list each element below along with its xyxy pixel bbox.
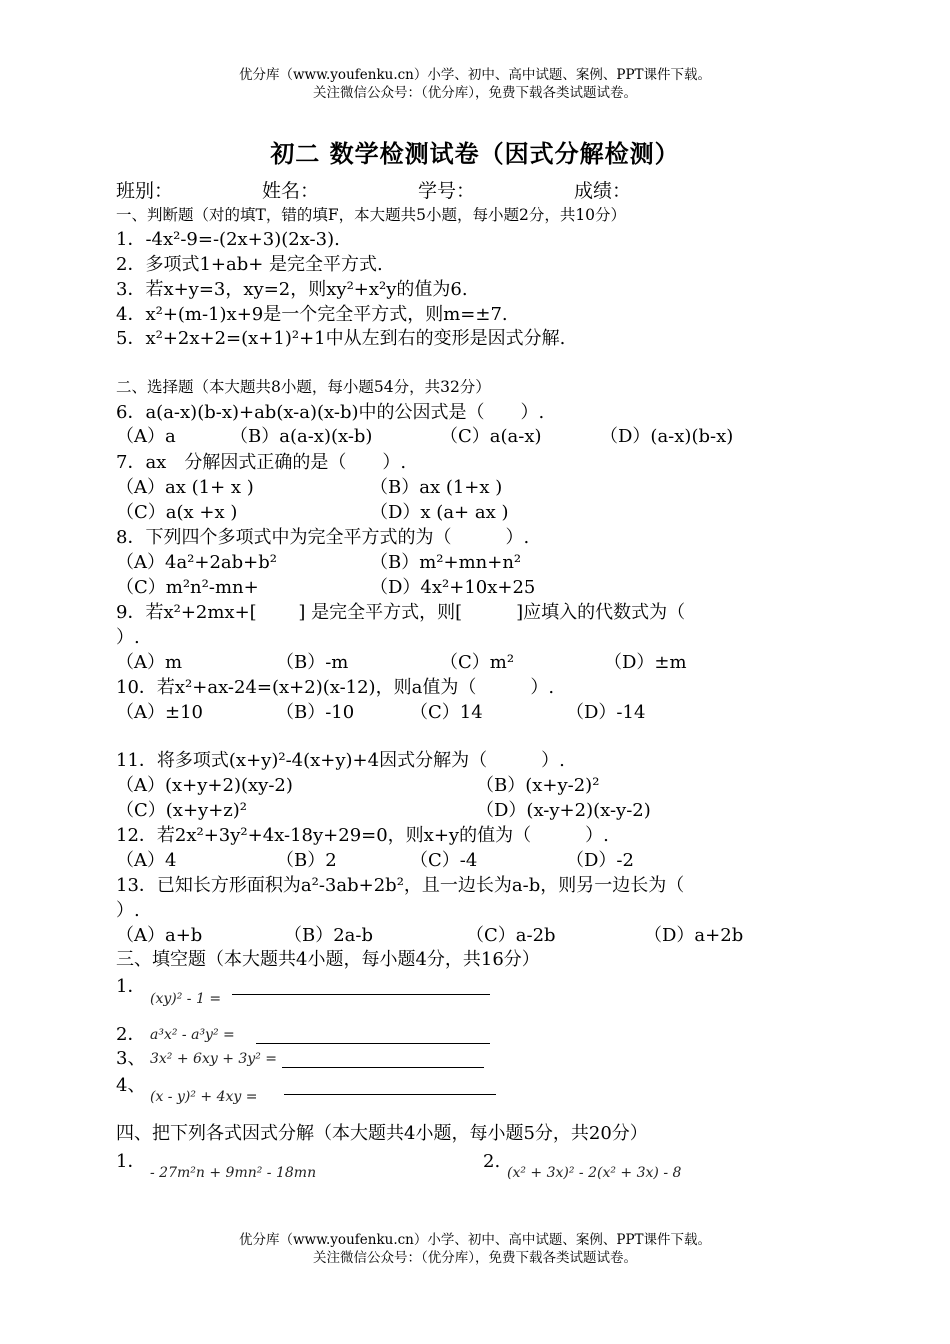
q7-option-c: （C）a(x +x ) [116, 502, 238, 523]
question-9-continued: ）. [116, 627, 140, 648]
q10-option-a: （A）±10 [116, 702, 203, 723]
q6-option-c: （C）a(a-x) [440, 426, 542, 447]
header-line-1: 优分库（www.youfenku.cn）小学、初中、高中试题、案例、PPT课件下载。 [238, 67, 712, 83]
q9-option-c: （C）m² [440, 652, 515, 673]
question-2: 2．多项式1+ab+ 是完全平方式. [116, 254, 383, 275]
question-13: 13．已知长方形面积为a²-3ab+2b²，且一边长为a-b，则另一边长为（ [116, 875, 685, 896]
q6-option-d: （D）(a-x)(b-x) [600, 426, 734, 447]
fill-1-answer-line [232, 993, 490, 995]
q9-option-b: （B）-m [276, 652, 349, 673]
q6-option-a: （A）a [116, 426, 176, 447]
question-12: 12．若2x²+3y²+4x-18y+29=0，则x+y的值为（ ）. [116, 825, 609, 846]
section2-heading: 二、选择题（本大题共8小题，每小题54分，共32分） [116, 378, 491, 396]
fill-1-number: 1． [116, 976, 146, 997]
q7-option-b: （B）ax (1+x ) [370, 477, 503, 498]
header-banner [0, 66, 950, 102]
q12-option-a: （A）4 [116, 850, 177, 871]
q9-option-d: （D）±m [604, 652, 687, 673]
q13-option-d: （D）a+2b [644, 925, 744, 946]
fill-2-expression: a³x² - a³y² = [150, 1027, 235, 1043]
question-9: 9．若x²+2mx+[ ] 是完全平方式，则[ ]应填入的代数式为（ [116, 602, 686, 623]
fill-1-expression: (xy)² - 1 = [150, 991, 222, 1007]
q11-option-d: （D）(x-y+2)(x-y-2) [476, 800, 651, 821]
fill-3-number: 3、 [116, 1048, 146, 1069]
q10-option-c: （C）14 [410, 702, 483, 723]
q11-option-b: （B）(x+y-2)² [476, 775, 600, 796]
q12-option-c: （C）-4 [410, 850, 478, 871]
q7-option-d: （D）x (a+ ax ) [370, 502, 509, 523]
section1-heading: 一、判断题（对的填T，错的填F，本大题共5小题，每小题2分，共10分） [116, 206, 627, 224]
question-6: 6．a(a-x)(b-x)+ab(x-a)(x-b)中的公因式是（ ）. [116, 402, 545, 423]
question-8: 8．下列四个多项式中为完全平方式的为（ ）. [116, 527, 530, 548]
q8-option-a: （A）4a²+2ab+b² [116, 552, 278, 573]
factor-2-number: 2. [483, 1151, 501, 1172]
section3-heading: 三、填空题（本大题共4小题，每小题4分，共16分） [116, 949, 540, 970]
question-13-continued: ）. [116, 900, 140, 921]
page-title: 初二 数学检测试卷（因式分解检测） [270, 140, 680, 168]
fill-4-number: 4、 [116, 1075, 146, 1096]
q13-option-c: （C）a-2b [466, 925, 556, 946]
fill-3-answer-line [282, 1066, 484, 1068]
section4-heading: 四、把下列各式因式分解（本大题共4小题，每小题5分，共20分） [116, 1123, 648, 1144]
question-11: 11．将多项式(x+y)²-4(x+y)+4因式分解为（ ）. [116, 750, 565, 771]
header-line-2: 关注微信公众号：（优分库），免费下载各类试题试卷。 [313, 85, 637, 101]
q7-option-a: （A）ax (1+ x ) [116, 477, 254, 498]
question-3: 3．若x+y=3，xy=2，则xy²+x²y的值为6. [116, 279, 468, 300]
q11-option-a: （A）(x+y+2)(xy-2) [116, 775, 293, 796]
class-label: 班别： [116, 180, 174, 202]
factor-1-number: 1． [116, 1151, 146, 1172]
question-10: 10．若x²+ax-24=(x+2)(x-12)，则a值为（ ）. [116, 677, 555, 698]
footer-line-1: 优分库（www.youfenku.cn）小学、初中、高中试题、案例、PPT课件下载。 [238, 1232, 712, 1248]
q10-option-b: （B）-10 [276, 702, 355, 723]
q12-option-d: （D）-2 [566, 850, 634, 871]
factor-2-expression: (x² + 3x)² - 2(x² + 3x) - 8 [507, 1165, 682, 1181]
question-5: 5．x²+2x+2=(x+1)²+1中从左到右的变形是因式分解. [116, 328, 566, 349]
fill-4-expression: (x - y)² + 4xy = [150, 1089, 258, 1105]
q11-option-c: （C）(x+y+z)² [116, 800, 248, 821]
question-4: 4．x²+(m-1)x+9是一个完全平方式，则m=±7. [116, 304, 508, 325]
fill-3-expression: 3x² + 6xy + 3y² = [150, 1051, 277, 1067]
footer-line-2: 关注微信公众号：（优分库），免费下载各类试题试卷。 [313, 1250, 637, 1266]
fill-4-answer-line [284, 1093, 496, 1095]
name-label: 姓名： [262, 180, 320, 202]
q8-option-d: （D）4x²+10x+25 [370, 577, 536, 598]
question-1: 1．-4x²-9=-(2x+3)(2x-3). [116, 229, 340, 250]
fill-2-number: 2． [116, 1024, 146, 1045]
q13-option-a: （A）a+b [116, 925, 203, 946]
factor-1-expression: - 27m²n + 9mn² - 18mn [150, 1165, 317, 1181]
q8-option-c: （C）m²n²-mn+ [116, 577, 259, 598]
q9-option-a: （A）m [116, 652, 183, 673]
fill-2-answer-line [256, 1042, 490, 1044]
score-label: 成绩： [574, 180, 632, 202]
footer-banner [0, 1231, 950, 1267]
q8-option-b: （B）m²+mn+n² [370, 552, 522, 573]
student-id-label: 学号： [418, 180, 476, 202]
question-7: 7．ax 分解因式正确的是（ ）. [116, 452, 407, 473]
q12-option-b: （B）2 [276, 850, 337, 871]
q10-option-d: （D）-14 [566, 702, 646, 723]
q6-option-b: （B）a(a-x)(x-b) [230, 426, 373, 447]
q13-option-b: （B）2a-b [284, 925, 374, 946]
